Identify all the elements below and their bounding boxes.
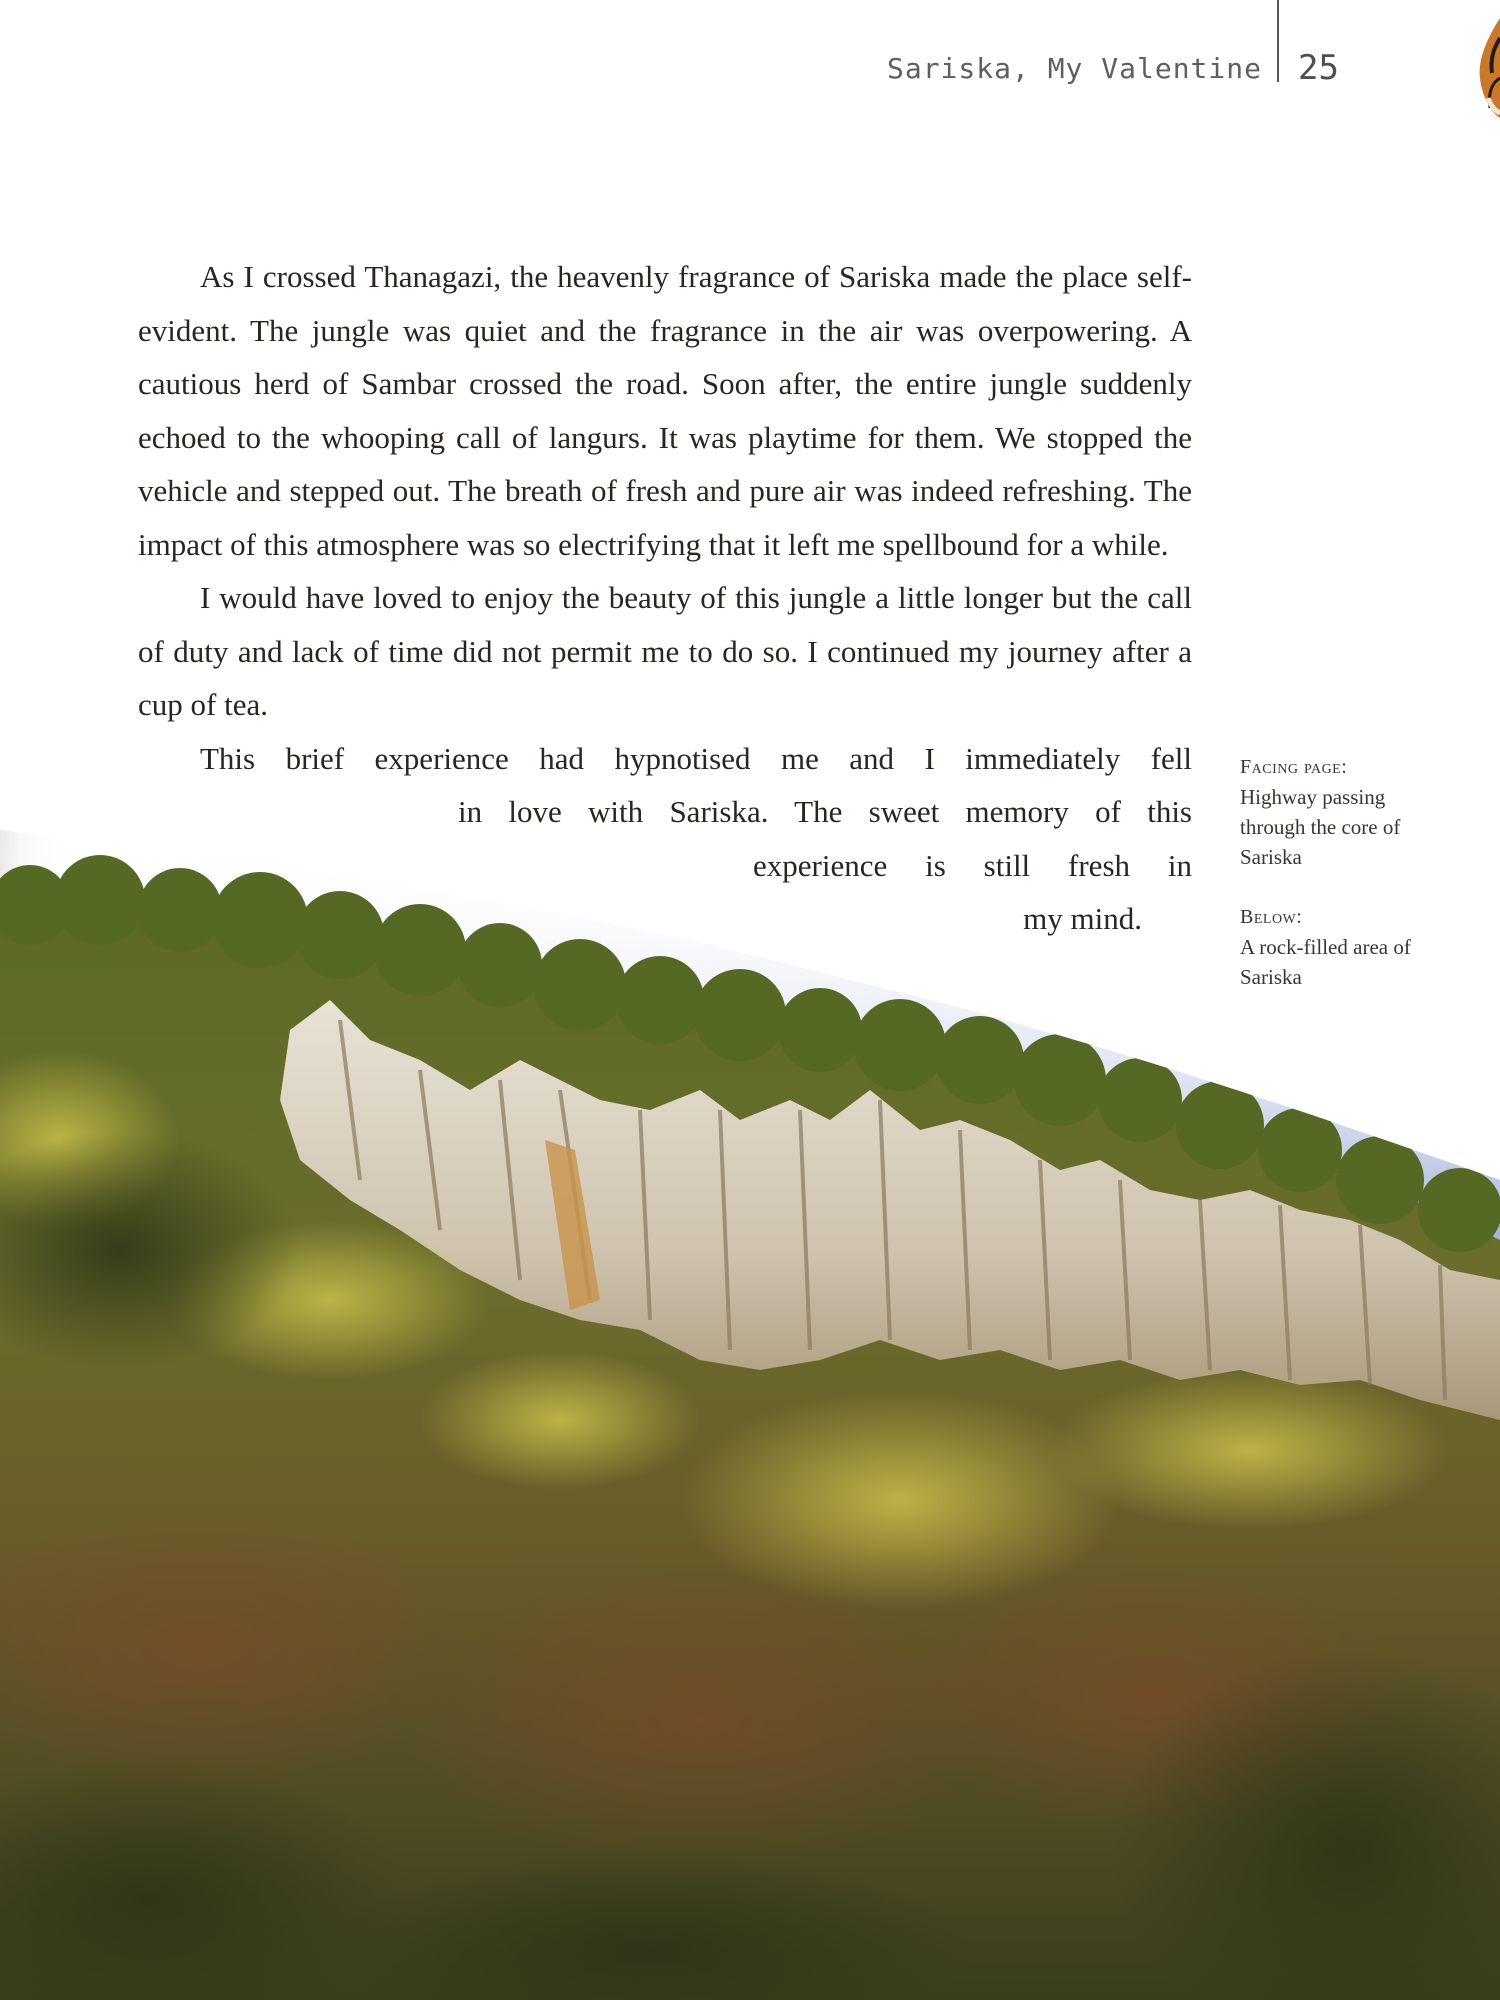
- running-header: [0, 44, 1500, 88]
- paragraph-2: I would have loved to enjoy the beauty of this jungle a little longer but the call of duty and lack of time did not permit me to do so. I continued my journey after a cup of tea.: [138, 580, 1192, 722]
- caption-below: [1240, 902, 1430, 992]
- paragraph-3: [138, 732, 1192, 946]
- tiger-image-fragment: [1462, 18, 1500, 118]
- caption-text: Highway passing through the core of Sariska: [1240, 785, 1401, 869]
- paragraph-3-line-4: my mind.: [1023, 901, 1142, 936]
- caption-text: A rock-filled area of Sariska: [1240, 935, 1411, 989]
- body-text: [138, 250, 1192, 946]
- chapter-title: Sariska, My Valentine: [886, 52, 1262, 85]
- captions: [1240, 752, 1430, 1022]
- paragraph-3-line-3: experience is still fresh in: [753, 847, 1192, 883]
- page-number: 25: [1298, 48, 1339, 88]
- paragraph-3-line-1: This brief experience had hypnotised me and I immediately fell: [200, 740, 1192, 776]
- caption-facing-page: [1240, 752, 1430, 872]
- paragraph-1: As I crossed Thanagazi, the heavenly fragrance of Sariska made the place self-evident. The jungle was quiet and the fragrance in the air was overpowering. A cautious herd of Sambar crossed the road. Soon after, the entire jungle suddenly echoed to the whooping call of langurs. It was playtime for them. We stopped the vehicle and stepped out. The breath of fresh and pure air was indeed refreshing. The impact of this atmosphere was so electrifying that it left me spellbound for a while.: [138, 259, 1192, 562]
- header-divider: [1277, 0, 1279, 82]
- paragraph-3-line-2: in love with Sariska. The sweet memory of this: [458, 794, 1192, 829]
- caption-label: Facing page:: [1240, 756, 1348, 778]
- caption-label: Below:: [1240, 906, 1303, 928]
